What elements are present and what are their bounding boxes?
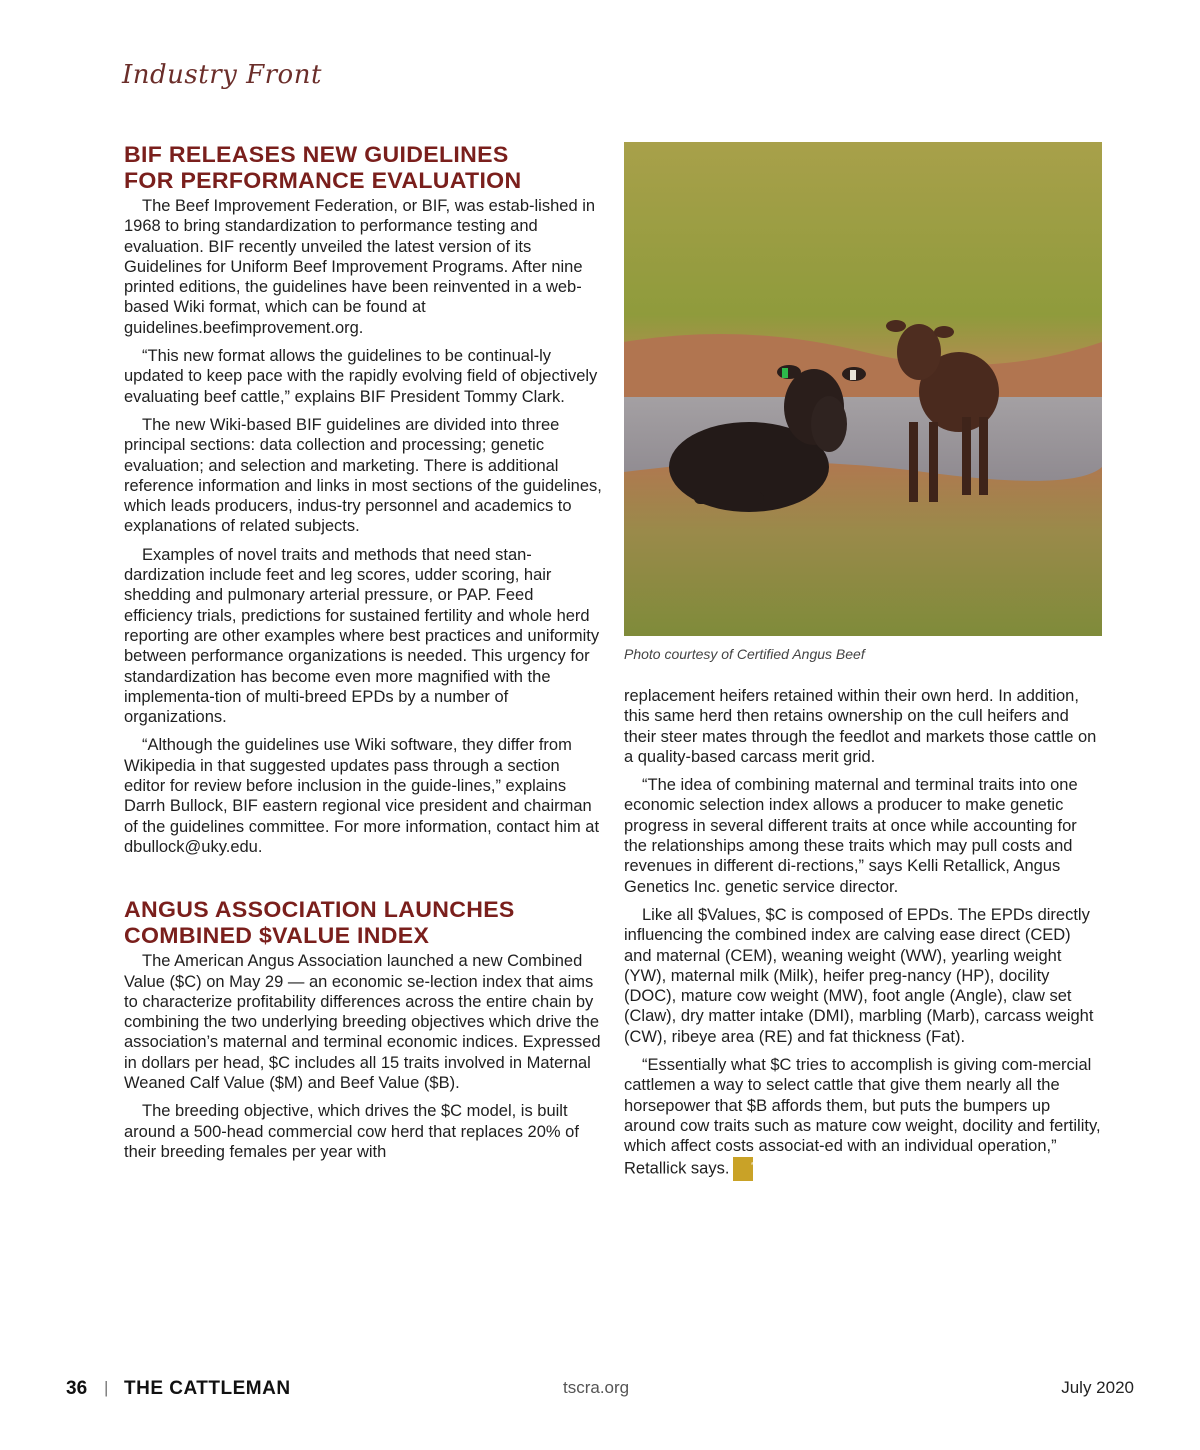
article2-paragraph: The breeding objective, which drives the $C model, is built around a 500-head commercial cow herd that replaces 20% of their breeding females per year with [124,1102,579,1161]
article2-headline [124,897,626,949]
article2-paragraph: The American Angus Association launched a new Combined Value ($C) on May 29 — an economic se-lection index that aims to characterize profitability differences across the entire chain by combining the two underlying breeding objectives which drive the association’s maternal and terminal economic indices. Expressed in dollars per head, $C includes all 15 traits involved in Maternal Weaned Calf Value ($M) and Beef Value ($B). [124,952,601,1092]
magazine-name: THE CATTLEMAN [124,1378,291,1399]
article2-paragraph: “The idea of combining maternal and terminal traits into one economic selection index allows a producer to make genetic progress in several different traits at once while accounting for the relationships among these traits which may pull costs and revenues in different di-rections,” says Kelli Retallick, Angus Genetics Inc. genetic service director. [624,776,1078,896]
cattle-photo-icon [624,142,1102,636]
page-number: 36 [66,1378,88,1399]
photo-caption: Photo courtesy of Certified Angus Beef [624,646,865,662]
article1-headline-line2: FOR PERFORMANCE EVALUATION [124,168,522,193]
article1-headline [124,142,626,194]
cattle-photo [624,142,1102,636]
footer-separator: | [104,1378,109,1397]
article2-paragraph-text: “Essentially what $C tries to accomplish is giving com-mercial cattlemen a way to select cattle that give them nearly all the horsepower that $B affords them, but puts the bumpers up around cow traits such as mature cow weight, docility and fertility, which affect costs associat-ed with an individual operation,” Retallick says. [624,1056,1101,1177]
article2-headline-line1: ANGUS ASSOCIATION LAUNCHES [124,897,515,923]
tc-end-mark-icon: TC [733,1157,753,1181]
article2-headline-line2: COMBINED $VALUE INDEX [124,923,430,949]
website-link[interactable]: tscra.org [563,1378,630,1397]
section-label: Industry Front [122,60,322,90]
article1-paragraph: “This new format allows the guidelines to be continual-ly updated to keep pace with the rapidly evolving field of objectively evaluating beef cattle,” explains BIF President Tommy Clark. [124,347,598,406]
article1-paragraph: The Beef Improvement Federation, or BIF, was estab-lished in 1968 to bring standardization to performance testing and evaluation. BIF recently unveiled the latest version of its Guidelines for Uniform Beef Improvement Programs. After nine printed editions, the guidelines have been reinvented in a web-based Wiki format, which can be found at guidelines.beefimprovement.org. [124,197,596,337]
page-footer [0,1378,1200,1402]
article1-headline-line1: BIF RELEASES NEW GUIDELINES [124,142,509,167]
article1-paragraph: Examples of novel traits and methods that need stan-dardization include feet and leg scores, udder scoring, hair shedding and pulmonary arterial pressure, or PAP. Feed efficiency trials, predictions for sustained fertility and whole herd reporting are other examples where best practices and uniformity between performance organizations is needed. This urgency for standardization has become even more magnified with the implementa-tion of multi-breed EPDs by a number of organizations. [124,545,600,727]
right-column [624,686,1102,1189]
issue-date: July 2020 [1061,1378,1134,1397]
article1-paragraph: The new Wiki-based BIF guidelines are divided into three principal sections: data collection and processing; genetic evaluation; and selection and marketing. There is additional reference information and links in most sections of the guidelines, which leads producers, indus-try personnel and academics to explanations of related subjects. [124,415,602,536]
article2-paragraph: replacement heifers retained within their own herd. In addition, this same herd then retains ownership on the cull heifers and their steer mates through the feedlot and markets those cattle on a quality-based carcass merit grid. [624,687,1097,766]
article2-final-paragraph [624,1055,1102,1180]
left-column [124,142,602,1170]
article1-paragraph: “Although the guidelines use Wiki software, they differ from Wikipedia in that suggested updates pass through a section editor for review before inclusion in the guide-lines,” explains Darrh Bullock, BIF eastern regional vice president and chairman of the guidelines committee. For more information, contact him at dbullock@uky.edu. [124,736,600,856]
article2-paragraph: Like all $Values, $C is composed of EPDs. The EPDs directly influencing the combined index are calving ease direct (CED) and maternal (CEM), weaning weight (WW), yearling weight (YW), maternal milk (Milk), heifer preg-nancy (HP), docility (DOC), mature cow weight (MW), foot angle (Angle), claw set (Claw), dry matter intake (DMI), marbling (Marb), carcass weight (CW), ribeye area (RE) and fat thickness (Fat). [624,905,1094,1046]
